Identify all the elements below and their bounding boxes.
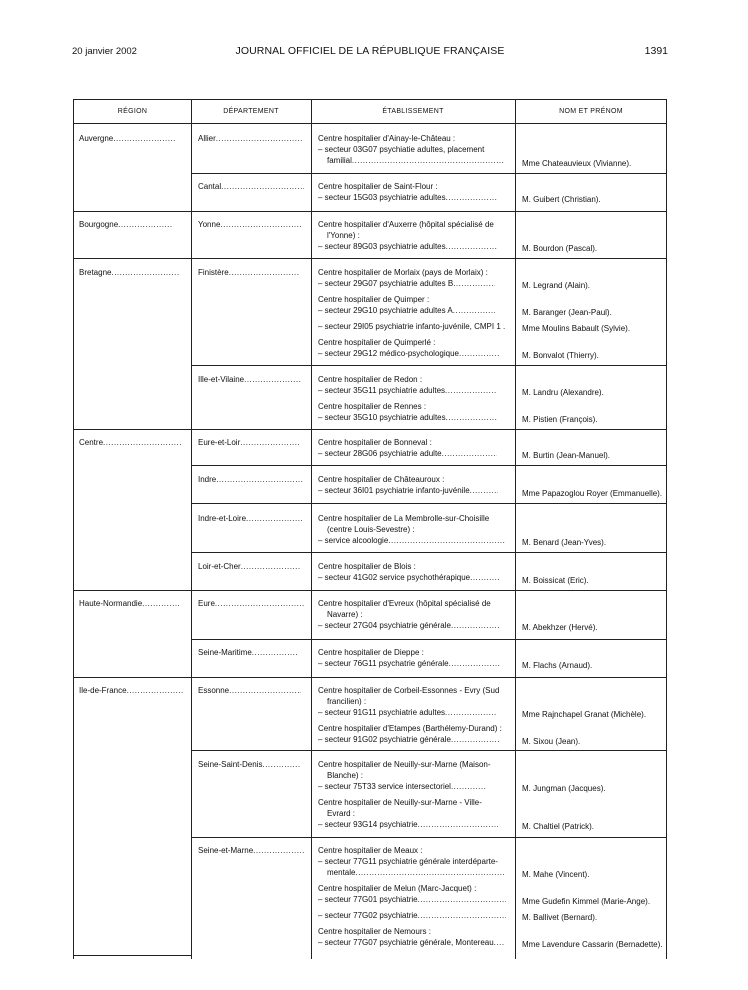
establishment-line: – secteur 27G04 psychiatrie générale..... <box>318 621 499 631</box>
establishment-line: Centre hospitalier de Redon : <box>318 375 423 384</box>
establishment-line: – secteur 91G11 psychiatrie adultes..... <box>318 708 497 718</box>
page-header <box>72 44 668 62</box>
department-cell: Eure-et-Loir..... <box>198 438 300 448</box>
department-cell: Seine-et-Marne..... <box>198 846 305 856</box>
establishment-line: – secteur 29G12 médico-psychologique..... <box>318 349 499 359</box>
establishment-line: l'Yonne) : <box>327 231 360 240</box>
establishment-line: – secteur 93G14 psychiatrie..... <box>318 820 498 830</box>
department-divider <box>191 465 666 466</box>
column-divider <box>311 100 312 959</box>
establishment-line: Centre hospitalier de Quimperlé : <box>318 338 436 347</box>
establishment-line: Centre hospitalier de Quimper : <box>318 295 430 304</box>
name-cell: Mme Moulins Babault (Sylvie). <box>522 324 631 333</box>
department-cell: Cantal..... <box>198 182 304 192</box>
department-divider <box>191 750 666 751</box>
column-header-region: RÉGION <box>117 108 148 115</box>
establishment-line: – secteur 36I01 psychiatrie infanto-juvénile..... <box>318 486 498 496</box>
name-cell: M. Mahe (Vincent). <box>522 870 590 879</box>
region-cell: Haute-Normandie..... <box>79 599 180 609</box>
column-divider <box>515 100 516 959</box>
establishment-line: Centre hospitalier d'Auxerre (hôpital spécialisé de <box>318 220 494 229</box>
establishment-line: – service alcoologie..... <box>318 536 506 546</box>
header-title: JOURNAL OFFICIEL DE LA RÉPUBLIQUE FRANÇAISE <box>235 45 505 57</box>
name-cell: M. Sixou (Jean). <box>522 737 581 746</box>
name-cell: M. Ballivet (Bernard). <box>522 913 598 922</box>
name-cell: M. Boissicat (Eric). <box>522 576 589 585</box>
establishment-line: Centre hospitalier de Bonneval : <box>318 438 432 447</box>
department-divider <box>191 173 666 174</box>
department-cell: Indre-et-Loire..... <box>198 514 302 524</box>
establishment-line: – secteur 29G10 psychiatrie adultes A..... <box>318 306 495 316</box>
establishment-line: – secteur 77G07 psychiatrie générale, Montereau..... <box>318 938 504 948</box>
region-cell: Bretagne..... <box>79 268 179 278</box>
establishment-line: – secteur 41G02 service psychothérapique..... <box>318 573 500 583</box>
name-cell: M. Bourdon (Pascal). <box>522 244 598 253</box>
name-cell: M. Chaltiel (Patrick). <box>522 822 595 831</box>
region-divider <box>74 590 666 591</box>
establishment-line: mentale..... <box>327 868 505 878</box>
department-divider <box>191 639 666 640</box>
name-cell: Mme Papazoglou Royer (Emmanuelle). <box>522 489 663 498</box>
name-cell: M. Bonvalot (Thierry). <box>522 351 599 360</box>
establishment-line: – secteur 89G03 psychiatrie adultes..... <box>318 242 498 252</box>
establishment-line: – secteur 77G01 psychiatrie..... <box>318 895 506 905</box>
establishment-line: Centre hospitalier de Melun (Marc-Jacquet) : <box>318 884 477 893</box>
column-header-name: NOM ET PRÉNOM <box>559 108 623 115</box>
establishment-line: Centre hospitalier de Rennes : <box>318 402 427 411</box>
establishment-line: – secteur 77G02 psychiatrie..... <box>318 911 506 921</box>
name-cell: M. Baranger (Jean-Paul). <box>522 308 612 317</box>
establishment-line: – secteur 03G07 psychiatie adultes, placement <box>318 145 485 154</box>
department-cell: Allier..... <box>198 134 302 144</box>
region-cell: Auvergne..... <box>79 134 175 144</box>
establishment-line: Centre hospitalier de Châteauroux : <box>318 475 445 484</box>
header-rule <box>74 123 666 124</box>
establishment-line: – secteur 15G03 psychiatrie adultes..... <box>318 193 498 203</box>
establishment-line: – secteur 75T33 service intersectoriel..... <box>318 782 487 792</box>
appointments-table <box>73 99 667 959</box>
department-cell: Seine-Maritime..... <box>198 648 298 658</box>
establishment-line: Centre hospitalier de La Membrolle-sur-Choisille <box>318 514 490 523</box>
header-page-number: 1391 <box>644 45 668 57</box>
region-divider <box>74 211 666 212</box>
table-bottom-rule <box>74 955 191 956</box>
department-cell: Finistère..... <box>198 268 299 278</box>
name-cell: M. Benard (Jean-Yves). <box>522 538 607 547</box>
name-cell: Mme Rajnchapel Granat (Michèle). <box>522 710 647 719</box>
department-cell: Loir-et-Cher..... <box>198 562 301 572</box>
establishment-line: Centre hospitalier de Saint-Flour : <box>318 182 438 191</box>
name-cell: M. Legrand (Alain). <box>522 281 591 290</box>
establishment-line: – secteur 28G06 psychiatrie adulte..... <box>318 449 497 459</box>
department-divider <box>191 365 666 366</box>
establishment-line: – secteur 76G11 psychatrie générale..... <box>318 659 501 669</box>
column-header-establishment: ÉTABLISSEMENT <box>382 108 444 115</box>
establishment-line: Evrard : <box>327 809 356 818</box>
establishment-line: Centre hospitalier de Corbeil-Essonnes - Evry (Sud <box>318 686 500 695</box>
region-cell: Ile-de-France..... <box>79 686 183 696</box>
name-cell: Mme Chateauvieux (Vivianne). <box>522 159 632 168</box>
establishment-line: Centre hospitalier de Blois : <box>318 562 416 571</box>
establishment-line: Centre hospitalier d'Evreux (hôpital spécialisé de <box>318 599 491 608</box>
establishment-line: – secteur 29I05 psychiatrie infanto-juvénile, CMPI 1 . <box>318 322 506 331</box>
establishment-line: – secteur 29G07 psychiatrie adultes B..... <box>318 279 495 289</box>
establishment-line: Blanche) : <box>327 771 364 780</box>
header-date: 20 janvier 2002 <box>72 46 137 57</box>
name-cell: Mme Lavendure Cassarin (Bernadette). <box>522 940 663 949</box>
establishment-line: francilien) : <box>327 697 367 706</box>
establishment-line: Centre hospitalier d'Etampes (Barthélemy-Durand) : <box>318 724 502 733</box>
name-cell: M. Landru (Alexandre). <box>522 388 604 397</box>
department-cell: Essonne..... <box>198 686 301 696</box>
name-cell: Mme Gudefin Kimmel (Marie-Ange). <box>522 897 651 906</box>
name-cell: M. Pistien (François). <box>522 415 598 424</box>
establishment-line: (centre Louis-Sevestre) : <box>327 525 415 534</box>
establishment-line: – secteur 35G10 psychiatrie adultes..... <box>318 413 498 423</box>
name-cell: M. Jungman (Jacques). <box>522 784 606 793</box>
establishment-line: Centre hospitalier de Nemours : <box>318 927 431 936</box>
establishment-line: Centre hospitalier d'Ainay-le-Château : <box>318 134 456 143</box>
department-cell: Indre..... <box>198 475 304 485</box>
establishment-line: Centre hospitalier de Meaux : <box>318 846 423 855</box>
region-divider <box>74 258 666 259</box>
establishment-line: Centre hospitalier de Neuilly-sur-Marne - Ville- <box>318 798 482 807</box>
department-cell: Seine-Saint-Denis..... <box>198 760 300 770</box>
department-divider <box>191 503 666 504</box>
name-cell: M. Abekhzer (Hervé). <box>522 623 598 632</box>
department-cell: Eure..... <box>198 599 305 609</box>
establishment-line: Navarre) : <box>327 610 363 619</box>
region-divider <box>74 429 666 430</box>
establishment-line: Centre hospitalier de Dieppe : <box>318 648 424 657</box>
department-cell: Yonne..... <box>198 220 302 230</box>
department-cell: Ille-et-Vilaine..... <box>198 375 302 385</box>
establishment-line: – secteur 77G11 psychiatrie générale interdéparte- <box>318 857 498 866</box>
column-divider <box>191 100 192 959</box>
region-cell: Bourgogne..... <box>79 220 173 230</box>
department-divider <box>191 552 666 553</box>
establishment-line: Centre hospitalier de Morlaix (pays de Morlaix) : <box>318 268 488 277</box>
name-cell: M. Burtin (Jean-Manuel). <box>522 451 611 460</box>
column-header-department: DÉPARTEMENT <box>223 108 279 115</box>
department-divider <box>191 837 666 838</box>
name-cell: M. Guibert (Christian). <box>522 195 601 204</box>
establishment-line: – secteur 91G02 psychiatrie générale..... <box>318 735 499 745</box>
establishment-line: familial..... <box>327 156 505 166</box>
region-divider <box>74 677 666 678</box>
region-cell: Centre..... <box>79 438 181 448</box>
establishment-line: – secteur 35G11 psychiatrie adultes..... <box>318 386 497 396</box>
establishment-line: Centre hospitalier de Neuilly-sur-Marne (Maison- <box>318 760 491 769</box>
name-cell: M. Flachs (Arnaud). <box>522 661 593 670</box>
